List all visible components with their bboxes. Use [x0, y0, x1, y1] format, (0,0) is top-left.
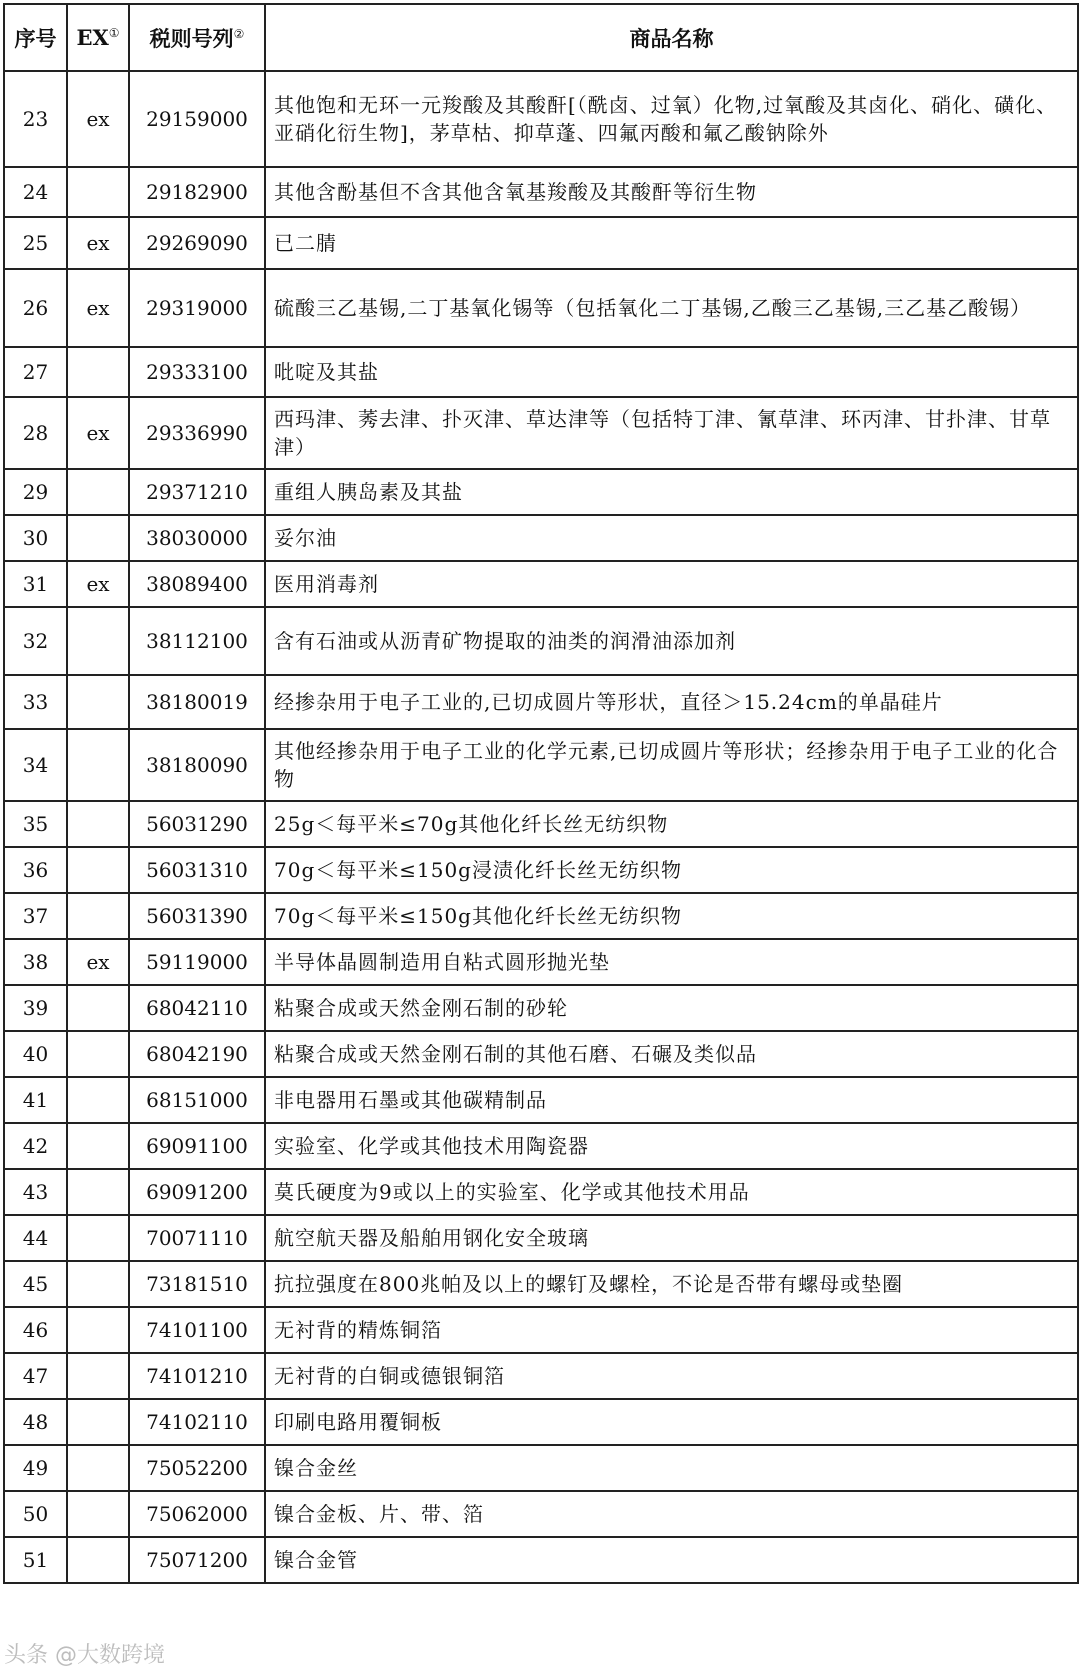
cell-name: 半导体晶圆制造用自粘式圆形抛光垫	[265, 939, 1078, 985]
cell-code: 69091200	[129, 1169, 265, 1215]
cell-seq: 31	[4, 561, 67, 607]
cell-code: 29159000	[129, 71, 265, 167]
cell-name: 粘聚合成或天然金刚石制的砂轮	[265, 985, 1078, 1031]
cell-ex	[67, 1123, 129, 1169]
table-row	[4, 1399, 1078, 1445]
table-row	[4, 515, 1078, 561]
cell-code: 38089400	[129, 561, 265, 607]
table-row	[4, 1169, 1078, 1215]
table-row	[4, 397, 1078, 469]
cell-code: 74101100	[129, 1307, 265, 1353]
cell-name: 镍合金丝	[265, 1445, 1078, 1491]
cell-name: 莫氏硬度为9或以上的实验室、化学或其他技术用品	[265, 1169, 1078, 1215]
table-row	[4, 469, 1078, 515]
cell-code: 29336990	[129, 397, 265, 469]
table-row	[4, 675, 1078, 729]
table-row	[4, 71, 1078, 167]
table-row	[4, 893, 1078, 939]
cell-seq: 28	[4, 397, 67, 469]
header-name: 商品名称	[265, 4, 1078, 71]
table-row	[4, 1077, 1078, 1123]
cell-name: 硫酸三乙基锡,二丁基氧化锡等（包括氧化二丁基锡,乙酸三乙基锡,三乙基乙酸锡）	[265, 269, 1078, 347]
cell-name: 经掺杂用于电子工业的,已切成圆片等形状，直径＞15.24cm的单晶硅片	[265, 675, 1078, 729]
cell-ex	[67, 1261, 129, 1307]
header-ex-footnote: ①	[108, 26, 120, 40]
cell-seq: 25	[4, 217, 67, 269]
cell-seq: 51	[4, 1537, 67, 1583]
cell-seq: 47	[4, 1353, 67, 1399]
cell-seq: 24	[4, 167, 67, 217]
cell-name: 重组人胰岛素及其盐	[265, 469, 1078, 515]
table-row	[4, 1353, 1078, 1399]
cell-ex	[67, 167, 129, 217]
cell-name: 无衬背的白铜或德银铜箔	[265, 1353, 1078, 1399]
cell-code: 75071200	[129, 1537, 265, 1583]
cell-code: 29182900	[129, 167, 265, 217]
cell-code: 59119000	[129, 939, 265, 985]
table-row	[4, 167, 1078, 217]
table-row	[4, 729, 1078, 801]
table-header-row	[4, 4, 1078, 71]
cell-ex	[67, 675, 129, 729]
cell-code: 38180090	[129, 729, 265, 801]
table-row	[4, 1215, 1078, 1261]
cell-name: 抗拉强度在800兆帕及以上的螺钉及螺栓，不论是否带有螺母或垫圈	[265, 1261, 1078, 1307]
table-row	[4, 561, 1078, 607]
cell-code: 74101210	[129, 1353, 265, 1399]
cell-code: 29269090	[129, 217, 265, 269]
cell-seq: 49	[4, 1445, 67, 1491]
cell-ex	[67, 1537, 129, 1583]
cell-seq: 42	[4, 1123, 67, 1169]
cell-code: 75062000	[129, 1491, 265, 1537]
cell-ex	[67, 1491, 129, 1537]
cell-code: 29371210	[129, 469, 265, 515]
cell-ex: ex	[67, 397, 129, 469]
cell-code: 38180019	[129, 675, 265, 729]
cell-code: 68042110	[129, 985, 265, 1031]
cell-name: 实验室、化学或其他技术用陶瓷器	[265, 1123, 1078, 1169]
cell-code: 29319000	[129, 269, 265, 347]
table-row	[4, 269, 1078, 347]
cell-ex: ex	[67, 939, 129, 985]
cell-ex	[67, 801, 129, 847]
header-code-footnote: ②	[233, 26, 245, 41]
cell-seq: 45	[4, 1261, 67, 1307]
cell-seq: 37	[4, 893, 67, 939]
cell-seq: 39	[4, 985, 67, 1031]
cell-seq: 35	[4, 801, 67, 847]
cell-ex	[67, 893, 129, 939]
cell-name: 镍合金板、片、带、箔	[265, 1491, 1078, 1537]
cell-ex: ex	[67, 561, 129, 607]
cell-name: 非电器用石墨或其他碳精制品	[265, 1077, 1078, 1123]
cell-seq: 32	[4, 607, 67, 675]
cell-code: 56031290	[129, 801, 265, 847]
table-row	[4, 1445, 1078, 1491]
cell-seq: 43	[4, 1169, 67, 1215]
cell-ex	[67, 1077, 129, 1123]
cell-seq: 48	[4, 1399, 67, 1445]
cell-ex	[67, 469, 129, 515]
cell-code: 73181510	[129, 1261, 265, 1307]
cell-name: 粘聚合成或天然金刚石制的其他石磨、石碾及类似品	[265, 1031, 1078, 1077]
cell-ex	[67, 1169, 129, 1215]
table-row	[4, 1031, 1078, 1077]
cell-code: 38030000	[129, 515, 265, 561]
cell-name: 70g＜每平米≤150g浸渍化纤长丝无纺织物	[265, 847, 1078, 893]
header-seq: 序号	[4, 4, 67, 71]
cell-name: 其他经掺杂用于电子工业的化学元素,已切成圆片等形状；经掺杂用于电子工业的化合物	[265, 729, 1078, 801]
cell-seq: 38	[4, 939, 67, 985]
cell-ex	[67, 985, 129, 1031]
cell-name: 西玛津、莠去津、扑灭津、草达津等（包括特丁津、氰草津、环丙津、甘扑津、甘草津）	[265, 397, 1078, 469]
header-ex: EX①	[67, 4, 129, 71]
cell-ex	[67, 1353, 129, 1399]
cell-seq: 36	[4, 847, 67, 893]
cell-name: 含有石油或从沥青矿物提取的油类的润滑油添加剂	[265, 607, 1078, 675]
table-row	[4, 939, 1078, 985]
cell-ex	[67, 607, 129, 675]
cell-name: 无衬背的精炼铜箔	[265, 1307, 1078, 1353]
cell-ex	[67, 1445, 129, 1491]
table-row	[4, 847, 1078, 893]
cell-seq: 33	[4, 675, 67, 729]
cell-ex	[67, 1307, 129, 1353]
table-row	[4, 985, 1078, 1031]
cell-name: 其他含酚基但不含其他含氧基羧酸及其酸酐等衍生物	[265, 167, 1078, 217]
cell-code: 56031310	[129, 847, 265, 893]
cell-ex	[67, 1031, 129, 1077]
cell-code: 29333100	[129, 347, 265, 397]
cell-seq: 27	[4, 347, 67, 397]
cell-name: 医用消毒剂	[265, 561, 1078, 607]
cell-seq: 46	[4, 1307, 67, 1353]
table-row	[4, 347, 1078, 397]
cell-ex	[67, 1399, 129, 1445]
cell-name: 印刷电路用覆铜板	[265, 1399, 1078, 1445]
table-row	[4, 217, 1078, 269]
cell-name: 航空航天器及船舶用钢化安全玻璃	[265, 1215, 1078, 1261]
cell-ex	[67, 1215, 129, 1261]
cell-seq: 40	[4, 1031, 67, 1077]
table-row	[4, 1307, 1078, 1353]
cell-code: 68042190	[129, 1031, 265, 1077]
cell-seq: 30	[4, 515, 67, 561]
cell-seq: 23	[4, 71, 67, 167]
cell-ex	[67, 847, 129, 893]
cell-name: 已二腈	[265, 217, 1078, 269]
cell-code: 75052200	[129, 1445, 265, 1491]
table-row	[4, 1261, 1078, 1307]
cell-ex: ex	[67, 269, 129, 347]
cell-seq: 41	[4, 1077, 67, 1123]
cell-seq: 44	[4, 1215, 67, 1261]
watermark: 头条 @大数跨境	[4, 1643, 165, 1668]
cell-code: 38112100	[129, 607, 265, 675]
cell-ex: ex	[67, 217, 129, 269]
cell-code: 70071110	[129, 1215, 265, 1261]
table-row	[4, 607, 1078, 675]
cell-seq: 29	[4, 469, 67, 515]
table-row	[4, 1491, 1078, 1537]
cell-code: 68151000	[129, 1077, 265, 1123]
table-row	[4, 1123, 1078, 1169]
cell-ex: ex	[67, 71, 129, 167]
cell-ex	[67, 729, 129, 801]
cell-code: 74102110	[129, 1399, 265, 1445]
table-body	[4, 71, 1078, 1583]
cell-name: 70g＜每平米≤150g其他化纤长丝无纺织物	[265, 893, 1078, 939]
cell-ex	[67, 347, 129, 397]
cell-seq: 26	[4, 269, 67, 347]
tariff-table	[3, 3, 1079, 1584]
cell-ex	[67, 515, 129, 561]
cell-name: 其他饱和无环一元羧酸及其酸酐[（酰卤、过氧）化物,过氧酸及其卤化、硝化、磺化、亚硝化衍生物]，茅草枯、抑草蓬、四氟丙酸和氟乙酸钠除外	[265, 71, 1078, 167]
table-row	[4, 1537, 1078, 1583]
table-row	[4, 801, 1078, 847]
cell-name: 吡啶及其盐	[265, 347, 1078, 397]
cell-seq: 34	[4, 729, 67, 801]
cell-code: 69091100	[129, 1123, 265, 1169]
cell-name: 镍合金管	[265, 1537, 1078, 1583]
cell-seq: 50	[4, 1491, 67, 1537]
cell-code: 56031390	[129, 893, 265, 939]
cell-name: 25g＜每平米≤70g其他化纤长丝无纺织物	[265, 801, 1078, 847]
cell-name: 妥尔油	[265, 515, 1078, 561]
header-code: 税则号列②	[129, 4, 265, 71]
